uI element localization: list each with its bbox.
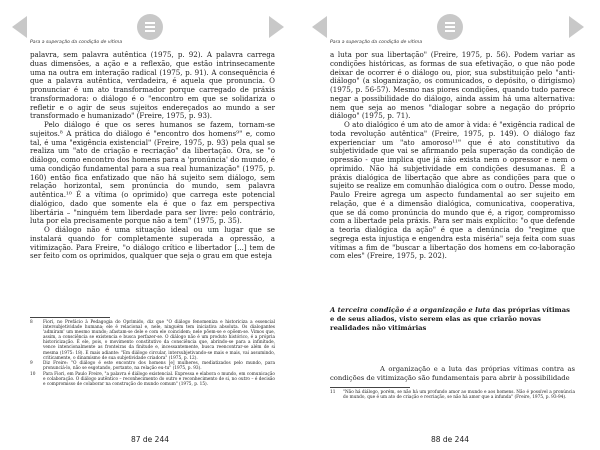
paragraph: O ato dialógico é um ato de amor à vida: é "exigência radical de toda revolução autêntica" (Freire, 1975, p. 149). O diálogo faz experienciar um "ato amoroso¹¹" que é ato constitutivo da subjetividade que vai se afirmando pela superação da condição de opressão - que implica que já não exista nem o opressor e nem o oprimido. Não há subjetividade em condições desumanas. É a práxis dialógica de libertação que abre as condições para que o sujeito se realize em comunhão dialógica com o outro. Desse modo, Paulo Freire agrega um aspecto fundamental ao ser sujeito em relação, que é a dimensão dialógica, comunicativa, cooperativa, que se dá como pronúncia do mundo que é, a rigor, compromisso com a libertade pela práxis. Para ser mais explícito: "o que defende a teoria dialógica da ação" é que a denúncia do "regime que segrega esta injustiça e engendra esta miséria" seja feita com suas vítimas a fim de "buscar a libertação dos homens em co-laboração com eles" (Freire, 1975, p. 202). bbox=[330, 120, 575, 261]
footnote: 8 Fiori, no Prefácio à Pedagogia do Oprimido, diz que "O diálogo fenomeniza e historiciza a essencial intersubjetividade humana; ele é relacional e, nele, ninguém tem iniciativa absoluta. Os dialogantes 'admiram' um mesmo mundo; afastam-se dele e com ele coincidem; nele põem-se e opõem-se. Vimos que, assim, a consciência se existencia e busca perfazer-se. O diálogo não é um produto histórico, é a própria historicização. É ele, pois, o movimento constitutivo da consciência que, abrindo-se para a infinitude, vence intencionalmente as fronteiras da finitude e, incessantemente, busca reencontrar-se além de si mesma (1975: 18). E mais adiante: "Em diálogo circular, intersubjetivando-se mais e mais, vai assumindo, criticamente, o dinamismo de sua subjetividade criadora" (1975, p. 12). bbox=[30, 320, 275, 361]
next-page-icon[interactable] bbox=[269, 16, 284, 38]
paragraph: palavra, sem palavra autêntica (1975, p. 92). A palavra carrega duas dimensões, a ação e a reflexão, que estão intrinsecamente uma na outra em interação radical (1975, p. 91). A consequência é que a palavra autêntica, verdadeira, é aquela que pronuncia. O pronunciar é um ato transformador porque carregado de práxis transformadora: o diálogo é o "encontro em que se solidariza o refletir e o agir de seus sujeitos endereçados ao mundo a ser transformado e humanizado" (Freire, 1975, p. 93). bbox=[30, 50, 275, 121]
page-number: 87 de 244 bbox=[130, 435, 169, 444]
left-body-text bbox=[30, 51, 275, 261]
section-lead-paragraph: A organização e a luta das próprias vítimas contra as condições de vitimização são fundamentais para abrir à possibilidade bbox=[330, 365, 575, 382]
paragraph: a luta por sua libertação" (Freire, 1975, p. 56). Podem variar as condições históricas, as formas de sua efetivação, o que não pode deixar de ocorrer é o diálogo ou, pior, sua substituição pelo "anti-diálogo" (a sloganização, os comunicados, o depósito, o dirigismo) (1975, p. 56-57). Mesmo nas piores condições, quando tudo parece negar a possibilidade do diálogo, ainda assim há uma alternativa: nem que seja ao menos "dialogar sobre a negação do próprio diálogo" (1975, p. 71). bbox=[330, 50, 575, 121]
right-body-text bbox=[330, 51, 575, 261]
paragraph: Pelo diálogo é que os seres humanos se fazem, tornam-se sujeitos.⁸ A prática do diálogo é "encontro dos homens⁹" e, como tal, é uma "exigência existencial" (Freire, 1975, p. 93) pela qual se realiza um "ato de criação e recriação" da libertação. Ora, se "o diálogo, como encontro dos homens para a 'pronúncia' do mundo, é uma condição fundamental para a sua real humanização" (1975, p. 160) então fica enfatizado que não há sujeito sem diálogo, sem relação horizontal, sem pronúncia do mundo, sem palavra autêntica.¹⁰ É a vítima (o oprimido) que carrega este potencial dialógico, dado que somente ela é que o faz em perspectiva libertária – "ninguém tem liberdade para ser livre: pelo contrário, luta por ela precisamente porque não a tem" (1975, p. 35). bbox=[30, 120, 275, 226]
running-head: Para a superação da condição de vítima bbox=[330, 40, 423, 45]
footnote-rule bbox=[330, 387, 410, 388]
menu-icon[interactable] bbox=[137, 14, 163, 40]
section-highlight: A terceira condição é a organização e luta das próprias vítimas e de seus aliados, visto serem elas as que criarão novas realidades não vitimárias bbox=[330, 306, 570, 332]
footnote-rule bbox=[30, 317, 110, 318]
footnote: 9 Diz Freire: "O diálogo é este encontro dos homens [e] mulheres, mediatizados pelo mundo, para pronunciá-lo, não se esgotando, portanto, na relação eu-tu" (1975, p. 93). bbox=[30, 361, 275, 372]
running-head: Para a superação da condição de vítima bbox=[30, 40, 123, 45]
previous-page-icon[interactable] bbox=[312, 16, 327, 38]
page-number: 88 de 244 bbox=[430, 435, 469, 444]
reader-nav-left bbox=[0, 10, 300, 44]
previous-page-icon[interactable] bbox=[12, 16, 27, 38]
footnotes bbox=[330, 390, 575, 401]
footnote: 11 "Não há diálogo, porém, se não há um profundo amor ao mundo e aos homens. Não é possível a pronúncia do mundo, que é um ato de criação e recriação, se não há amor que a infunda" (Freire, 1975, p. 93-94). bbox=[330, 390, 575, 401]
next-page-icon[interactable] bbox=[569, 16, 584, 38]
paragraph: O diálogo não é uma situação ideal ou um lugar que se instalará quando for completamente superada a opressão, a vitimização. Para Freire, "o diálogo crítico e libertador [...] tem de ser feito com os oprimidos, qualquer que seja o grau em que esteja bbox=[30, 225, 275, 261]
reader-nav-right bbox=[300, 10, 600, 44]
footnote: 10 Para Fiori, em Paulo Freire, "a palavra é diálogo existencial. Expressa e elabora o mundo, em comunicação e colaboração. O diálogo autêntico – reconhecimento do outro e reconhecimento de si, no outro – é decisão e compromisso de colaborar na construção do mundo comum" (1975, p. 15). bbox=[30, 371, 275, 388]
footnotes bbox=[30, 320, 275, 388]
menu-icon[interactable] bbox=[437, 14, 463, 40]
right-page bbox=[300, 0, 600, 450]
